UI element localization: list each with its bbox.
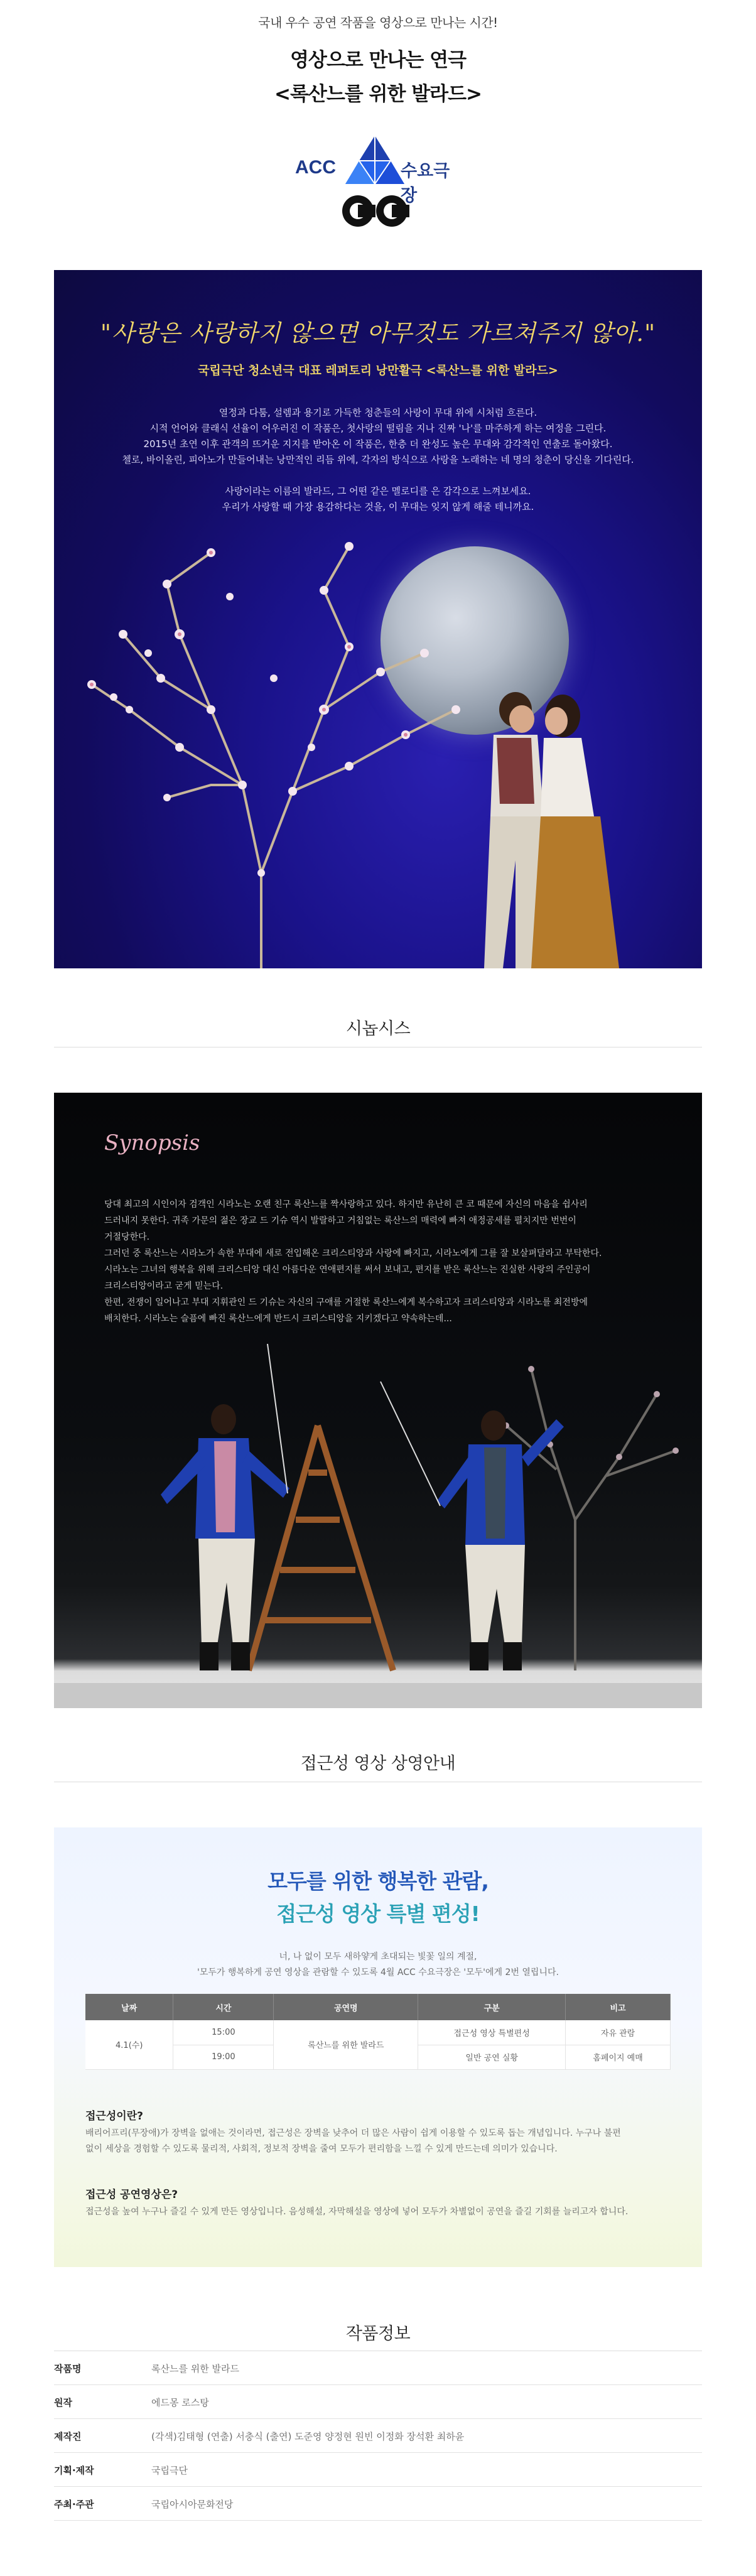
poster-subtitle: 국립극단 청소년극 대표 레퍼토리 낭만활극 <록산느를 위한 발라드> (198, 364, 558, 377)
synopsis-text (104, 1196, 657, 1327)
info-value: 록산느를 위한 발라드 (151, 2363, 239, 2374)
synopsis-line: 드러내지 못한다. 귀족 가문의 젊은 장교 드 기슈 역시 발랄하고 거침없는 록산느의 매력에 빠져 애정공세를 펼치지만 번번이 (104, 1216, 576, 1226)
schedule-header-time: 시간 (173, 1994, 274, 2020)
info-row (54, 2419, 702, 2453)
info-row (54, 2487, 702, 2521)
schedule-date: 4.1(수) (85, 2020, 173, 2069)
synopsis-line: 크리스티앙이라고 굳게 믿는다. (104, 1281, 224, 1291)
logo-theatre-text: 수요극장 (401, 161, 450, 205)
schedule-note: 자유 관람 (566, 2020, 671, 2045)
schedule-header-play: 공연명 (274, 1994, 418, 2020)
schedule-time: 15:00 (173, 2020, 274, 2045)
faq-answer (85, 2126, 671, 2157)
synopsis-line: 배치한다. 시라노는 슬픔에 빠진 록산느에게 반드시 크리스티앙을 지키겠다고 약속하는데... (104, 1314, 452, 1324)
table-row (85, 2020, 671, 2045)
info-row (54, 2351, 702, 2385)
poster-closing-line: 우리가 사랑할 때 가장 용감하다는 것을, 이 무대는 잊지 않게 해줄 테니까요. (222, 501, 534, 512)
section-title-synopsis: 시놉시스 (345, 1019, 411, 1039)
info-value: (각색)김태형 (연출) 서충식 (출연) 도준영 양정현 원빈 이정화 장석환 최하윤 (151, 2431, 465, 2442)
acc-theatre-logo (295, 131, 465, 234)
info-row (54, 2453, 702, 2487)
accessibility-description: '모두가 행복하게 공연 영상을 관람할 수 있도록 4월 ACC 수요극장은 '모두'에게 2번 열립니다. (197, 1967, 559, 1978)
synopsis-line: 시라노는 그녀의 행복을 위해 크리스티앙 대신 아름다운 연애편지를 써서 보내고, 편지를 받은 록산느는 진실한 사랑의 주인공이 (104, 1265, 591, 1275)
accessibility-headline-1: 모두를 위한 행복한 관람, (267, 1869, 489, 1893)
logo-emblem-icon (340, 131, 409, 234)
accessibility-headline-2: 접근성 영상 특별 편성! (276, 1902, 480, 1926)
faq-question: 접근성 공연영상은? (85, 2189, 178, 2201)
synopsis-line: 한편, 전쟁이 일어나고 부대 지휘관인 드 기슈는 자신의 구애를 거절한 록산느에게 복수하고자 크리스티앙과 시라노를 최전방에 (104, 1297, 588, 1307)
stage-floor (54, 1683, 702, 1708)
section-title-info: 작품정보 (345, 2324, 411, 2344)
schedule-type: 일반 공연 실황 (418, 2045, 566, 2069)
info-row (54, 2385, 702, 2419)
schedule-header-note: 비고 (566, 1994, 671, 2020)
schedule-header-row (85, 1994, 671, 2020)
schedule-header-date: 날짜 (85, 1994, 173, 2020)
poster-stage-illustration (54, 521, 702, 968)
synopsis-line: 당대 최고의 시인이자 검객인 시라노는 오랜 친구 록산느를 짝사랑하고 있다. 하지만 유난히 큰 코 때문에 자신의 마음을 쉽사리 (104, 1199, 588, 1210)
accessibility-description: 너, 나 없이 모두 새하얗게 초대되는 빛꽃 일의 계절, (279, 1952, 477, 1962)
poster-closing-line: 사랑이라는 이름의 발라드, 그 어떤 같은 멜로디를 은 감각으로 느껴보세요. (225, 485, 531, 497)
poster-section (54, 270, 702, 968)
schedule-note: 홈페이지 예매 (566, 2045, 671, 2069)
poster-intro-line: 첼로, 바이올린, 피아노가 만들어내는 낭만적인 리듬 위에, 각자의 방식으로 사랑을 노래하는 네 명의 청춘이 당신을 기다린다. (122, 454, 634, 465)
synopsis-stage-illustration (54, 1331, 702, 1708)
info-label: 제작진 (54, 2431, 82, 2442)
page-title-line1: 영상으로 만나는 연극 (289, 49, 467, 72)
synopsis-line: 그러던 중 록산느는 시라노가 속한 부대에 새로 전입해온 크리스티앙과 사랑에 빠지고, 시라노에게 그를 잘 보살펴달라고 부탁한다. (104, 1248, 602, 1258)
synopsis-line: 거절당한다. (104, 1232, 150, 1242)
info-value: 국립아시아문화전당 (151, 2499, 234, 2510)
accessibility-section (54, 1827, 702, 2267)
faq-question: 접근성이란? (85, 2110, 143, 2123)
schedule-time: 19:00 (173, 2045, 274, 2069)
logo-acc-text: ACC (295, 157, 336, 178)
schedule-type: 접근성 영상 특별편성 (418, 2020, 566, 2045)
synopsis-section (54, 1093, 702, 1708)
info-label: 원작 (54, 2397, 72, 2408)
poster-intro-line: 2015년 초연 이후 관객의 뜨거운 지지를 받아온 이 작품은, 한층 더 완성도 높은 무대와 감각적인 연출로 돌아왔다. (143, 438, 613, 450)
synopsis-logo: Synopsis (104, 1130, 200, 1155)
info-label: 작품명 (54, 2363, 82, 2374)
info-label: 주최·주관 (54, 2499, 94, 2510)
section-title-accessibility: 접근성 영상 상영안내 (300, 1754, 456, 1773)
faq-answer-line: 배리어프리(무장애)가 장벽을 없애는 것이라면, 접근성은 장벽을 낮추어 더 많은 사람이 쉽게 이용할 수 있도록 돕는 개념입니다. 누구나 불편 (85, 2128, 621, 2138)
schedule-header-type: 구분 (418, 1994, 566, 2020)
poster-quote: "사랑은 사랑하지 않으면 아무것도 가르쳐주지 않아." (100, 320, 656, 347)
faq-answer-line: 없이 세상을 경험할 수 있도록 물리적, 사회적, 정보적 장벽을 줄여 모두가 편리함을 느낄 수 있게 만드는데 의미가 있습니다. (85, 2144, 558, 2154)
page-title-line2: <록산느를 위한 발라드> (274, 83, 482, 106)
info-value: 에드몽 로스탕 (151, 2397, 209, 2408)
poster-intro-line: 열정과 다툼, 설렘과 용기로 가득한 청춘들의 사랑이 무대 위에 시처럼 흐른다. (219, 407, 537, 418)
schedule-table (85, 1994, 671, 2070)
poster-intro-line: 시적 언어와 클래식 선율이 어우러진 이 작품은, 첫사랑의 떨림을 지나 진짜 '나'를 마주하게 하는 여정을 그린다. (149, 423, 607, 434)
info-value: 국립극단 (151, 2465, 188, 2476)
schedule-play: 록산느를 위한 발라드 (274, 2020, 418, 2069)
page-kicker: 국내 우수 공연 작품을 영상으로 만나는 시간! (258, 15, 498, 30)
info-label: 기획·제작 (54, 2465, 94, 2476)
faq-answer: 접근성을 높여 누구나 즐길 수 있게 만든 영상입니다. 음성해설, 자막해설을 영상에 넣어 모두가 차별없이 공연을 즐길 기회를 늘리고자 합니다. (85, 2207, 629, 2217)
